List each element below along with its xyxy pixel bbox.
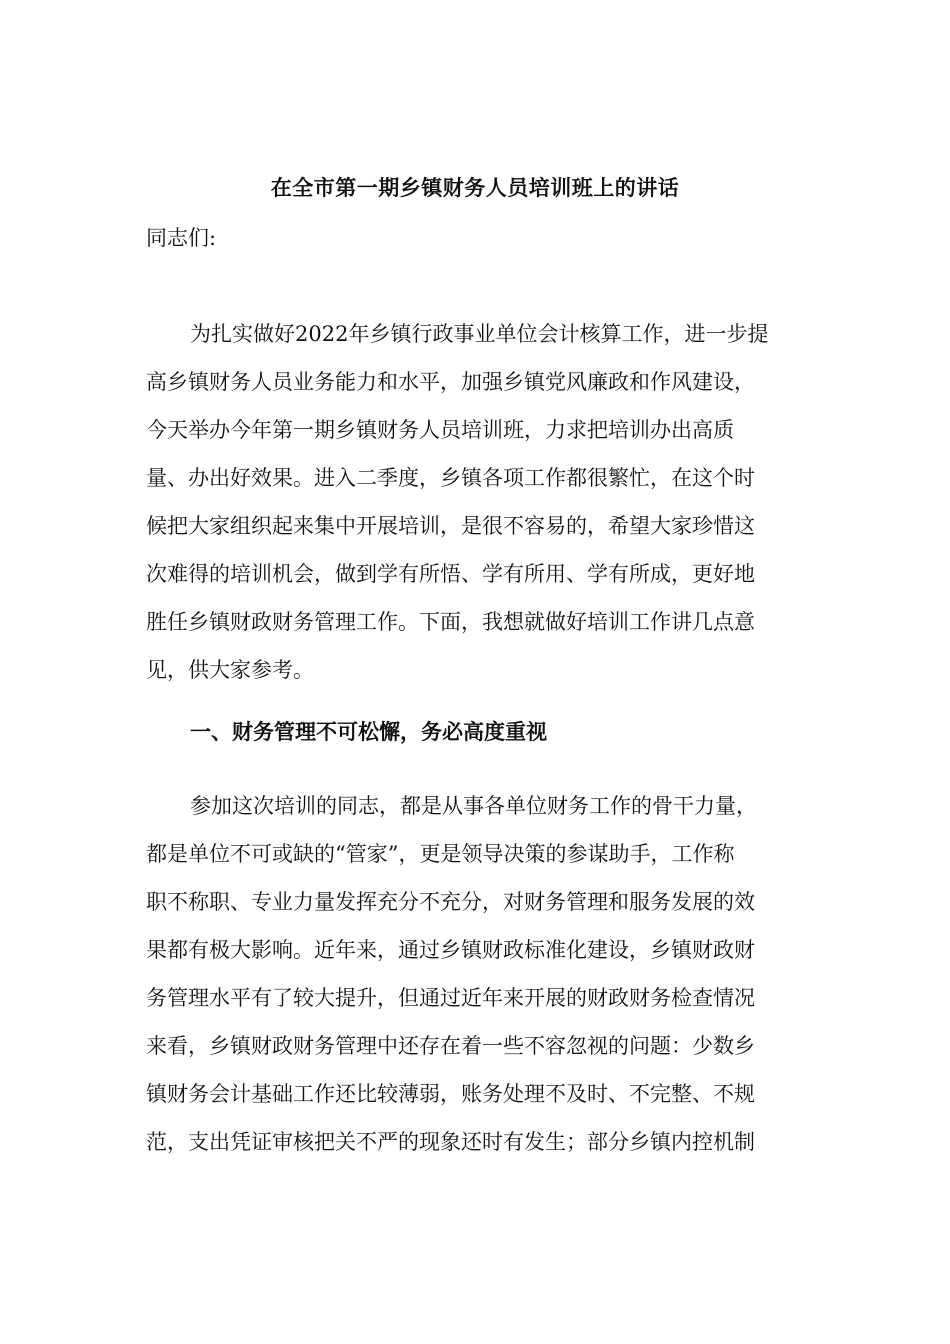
paragraph-line: 胜任乡镇财政财务管理工作。下面，我想就做好培训工作讲几点意 xyxy=(146,610,755,634)
paragraph-line: 见，供大家参考。 xyxy=(146,658,314,682)
paragraph-line: 量、办出好效果。进入二季度，乡镇各项工作都很繁忙，在这个时 xyxy=(146,466,755,490)
document-title: 在全市第一期乡镇财务人员培训班上的讲话 xyxy=(270,176,680,200)
paragraph-section1 xyxy=(146,782,806,1166)
paragraph-line: 候把大家组织起来集中开展培训，是很不容易的，希望大家珍惜这 xyxy=(146,514,755,538)
paragraph-line: 务管理水平有了较大提升，但通过近年来开展的财政财务检查情况 xyxy=(146,986,755,1010)
paragraph-line: 参加这次培训的同志，都是从事各单位财务工作的骨干力量， xyxy=(190,794,757,818)
paragraph-line: 次难得的培训机会，做到学有所悟、学有所用、学有所成，更好地 xyxy=(146,562,755,586)
paragraph-line: 高乡镇财务人员业务能力和水平，加强乡镇党风廉政和作风建设， xyxy=(146,370,755,394)
paragraph-line: 为扎实做好2022年乡镇行政事业单位会计核算工作，进一步提 xyxy=(190,322,769,346)
paragraph-line: 都是单位不可或缺的“管家”，更是领导决策的参谋助手，工作称 xyxy=(146,842,735,866)
paragraph-line: 果都有极大影响。近年来，通过乡镇财政标准化建设，乡镇财政财 xyxy=(146,938,755,962)
paragraph-intro xyxy=(146,310,806,694)
section-heading: 一、财务管理不可松懈，务必高度重视 xyxy=(190,720,547,744)
paragraph-line: 范，支出凭证审核把关不严的现象还时有发生；部分乡镇内控机制 xyxy=(146,1130,755,1154)
paragraph-line: 来看，乡镇财政财务管理中还存在着一些不容忽视的问题：少数乡 xyxy=(146,1034,755,1058)
paragraph-line: 职不称职、专业力量发挥充分不充分，对财务管理和服务发展的效 xyxy=(146,890,755,914)
paragraph-line: 镇财务会计基础工作还比较薄弱，账务处理不及时、不完整、不规 xyxy=(146,1082,755,1106)
paragraph-line: 今天举办今年第一期乡镇财务人员培训班，力求把培训办出高质 xyxy=(146,418,734,442)
salutation: 同志们: xyxy=(146,226,217,250)
